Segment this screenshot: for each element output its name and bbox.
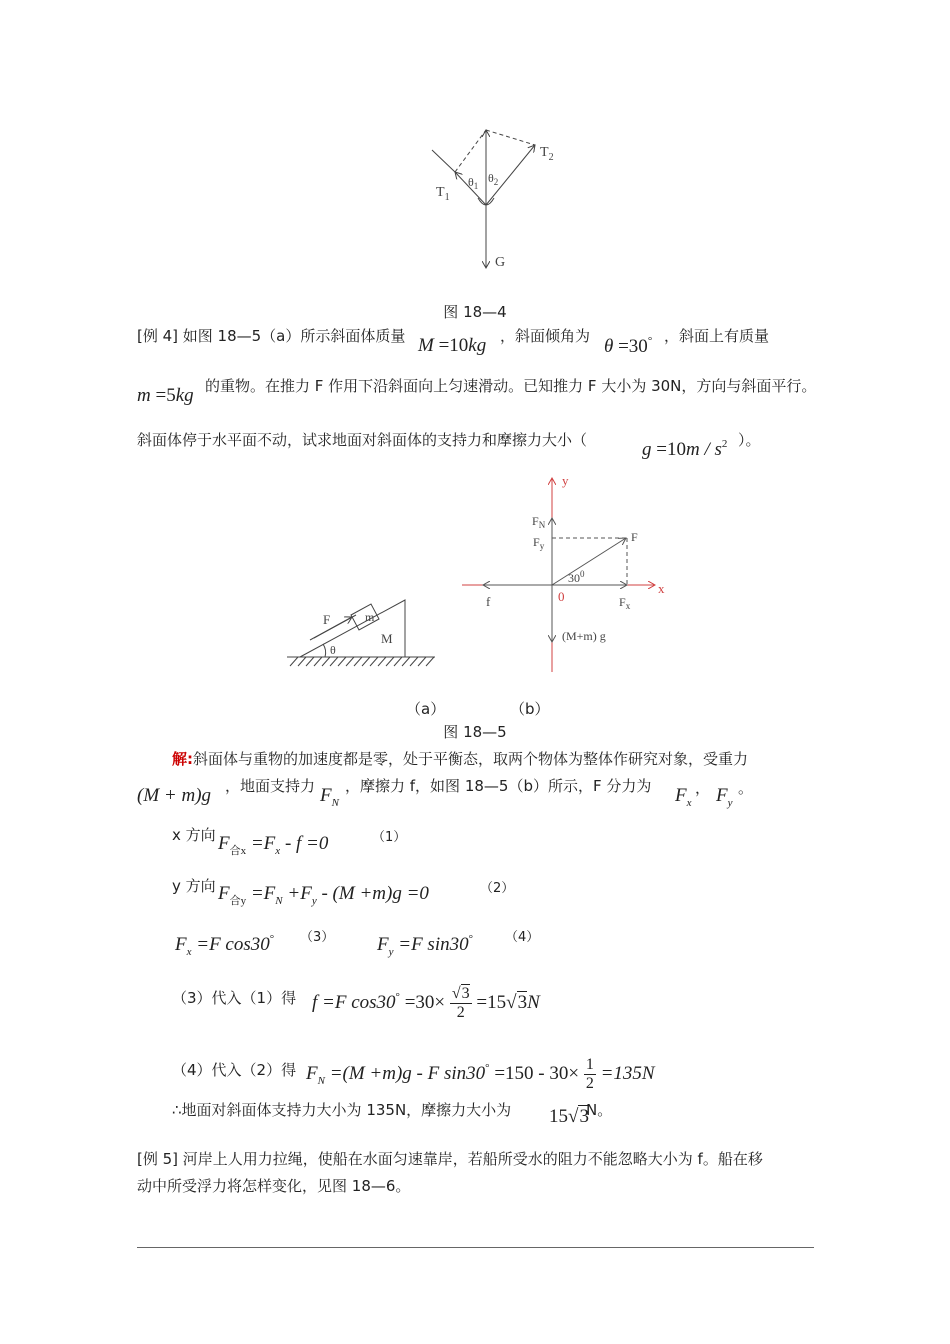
footer-rule — [137, 1247, 814, 1248]
figure-18-5-label-b: （b） — [510, 700, 550, 718]
axis-x-label: x — [658, 581, 665, 596]
figure-18-5-caption: 图 18—5 — [443, 723, 507, 741]
solution-fx: $F_x$ — [675, 785, 692, 809]
fx-label: $F_x$ — [619, 595, 631, 611]
fn-label: $F_N$ — [532, 514, 546, 530]
example5-line2: 动中所受浮力将怎样变化，见图 18—6。 — [137, 1177, 411, 1195]
t2-label: $T_2$ — [540, 145, 554, 163]
theta2-label: $\theta_2$ — [488, 171, 499, 187]
example4-line1-b: ，斜面倾角为 — [500, 327, 591, 345]
substitution-4-expr: $F_N =(M +m)g - F$ sin30° =150 - 30× $\frac{1}{2}$ =135N — [306, 1056, 655, 1092]
angle-label: $30^0$ — [568, 569, 585, 585]
axis-y-label: y — [562, 473, 569, 488]
t1-label: $T_1$ — [436, 185, 450, 203]
incline-m-label: m — [365, 610, 375, 624]
equation-3-number: （3） — [300, 930, 335, 945]
conclusion-text: ∴地面对斜面体支持力大小为 135N，摩擦力大小为 — [172, 1101, 512, 1119]
equation-2-number: （2） — [480, 881, 515, 896]
solution-line2-a: ，地面支持力 — [225, 777, 316, 795]
solution-period: 。 — [738, 779, 754, 797]
solution-line1: 解:斜面体与重物的加速度都是零，处于平衡态，取两个物体为整体作研究对象，受重力 — [172, 750, 749, 768]
substitution-4-label: （4）代入（2）得 — [172, 1061, 297, 1079]
example4-line3-a: 斜面体停于水平面不动，试求地面对斜面体的支持力和摩擦力大小（ — [137, 431, 588, 449]
mass-M-expr: M =10kg — [418, 335, 487, 356]
example4-line2: 的重物。在推力 F 作用下沿斜面向上匀速滑动。已知推力 F 大小为 30N，方向与斜面平行。 — [205, 377, 817, 395]
example4-line1-a: [例 4] 如图 18—5（a）所示斜面体质量 — [137, 327, 406, 345]
equation-2: $F_{合y} =F_N +F_y - (M +m)g =0$ — [218, 883, 429, 907]
origin-label: 0 — [558, 589, 565, 604]
substitution-3-label: （3）代入（1）得 — [172, 989, 297, 1007]
example4-line1-c: ，斜面上有质量 — [664, 327, 770, 345]
fy-label: $F_y$ — [533, 535, 545, 551]
equation-3: $F_x =F$ cos30° — [175, 933, 275, 958]
solution-fn: $F_N$ — [320, 785, 339, 809]
incline-theta-label: θ — [330, 643, 336, 657]
figure-18-4 — [420, 120, 570, 280]
figure-18-5b-forces — [455, 470, 670, 675]
equation-1-number: （1） — [372, 830, 407, 845]
friction-label: f — [486, 594, 491, 609]
g-label: G — [495, 255, 506, 270]
figure-18-4-caption: 图 18—4 — [443, 303, 507, 321]
solution-line2-b: ，摩擦力 f，如图 18—5（b）所示，F 分力为 — [345, 777, 652, 795]
substitution-3-expr: f =F cos30° =30× $\frac{√3}{2}$ =15√3N — [312, 985, 540, 1021]
gravity-expr: $g =10m / s^2$ — [642, 438, 728, 460]
equation-4: $F_y =F$ sin30° — [377, 933, 474, 958]
weight-label: (M+m) g — [562, 629, 606, 643]
solution-weight: (M + m)g — [137, 785, 212, 806]
conclusion-unit: N。 — [586, 1101, 613, 1119]
theta1-label: $\theta_1$ — [468, 175, 479, 191]
incline-f-label: F — [323, 612, 331, 627]
theta-expr: θ =30° — [604, 335, 653, 357]
y-direction-label: y 方向 — [172, 877, 216, 895]
x-direction-label: x 方向 — [172, 826, 216, 844]
figure-18-5-label-a: （a） — [406, 700, 446, 718]
mass-m-expr: m =5kg — [137, 385, 194, 406]
equation-1: $F_{合x} =F_x - f =0$ — [218, 833, 329, 857]
figure-18-5a-incline — [280, 590, 440, 670]
solution-fy: $F_y$ — [716, 785, 733, 809]
example4-line3-b: ）。 — [738, 431, 761, 449]
solution-comma: ， — [695, 779, 711, 797]
equation-4-number: （4） — [505, 930, 540, 945]
conclusion-value: 15√3 — [549, 1106, 589, 1127]
example5-line1: [例 5] 河岸上人用力拉绳，使船在水面匀速靠岸，若船所受水的阻力不能忽略大小为 f。船在移 — [137, 1150, 763, 1168]
f-label: F — [631, 530, 638, 544]
incline-big-m-label: M — [381, 631, 393, 646]
